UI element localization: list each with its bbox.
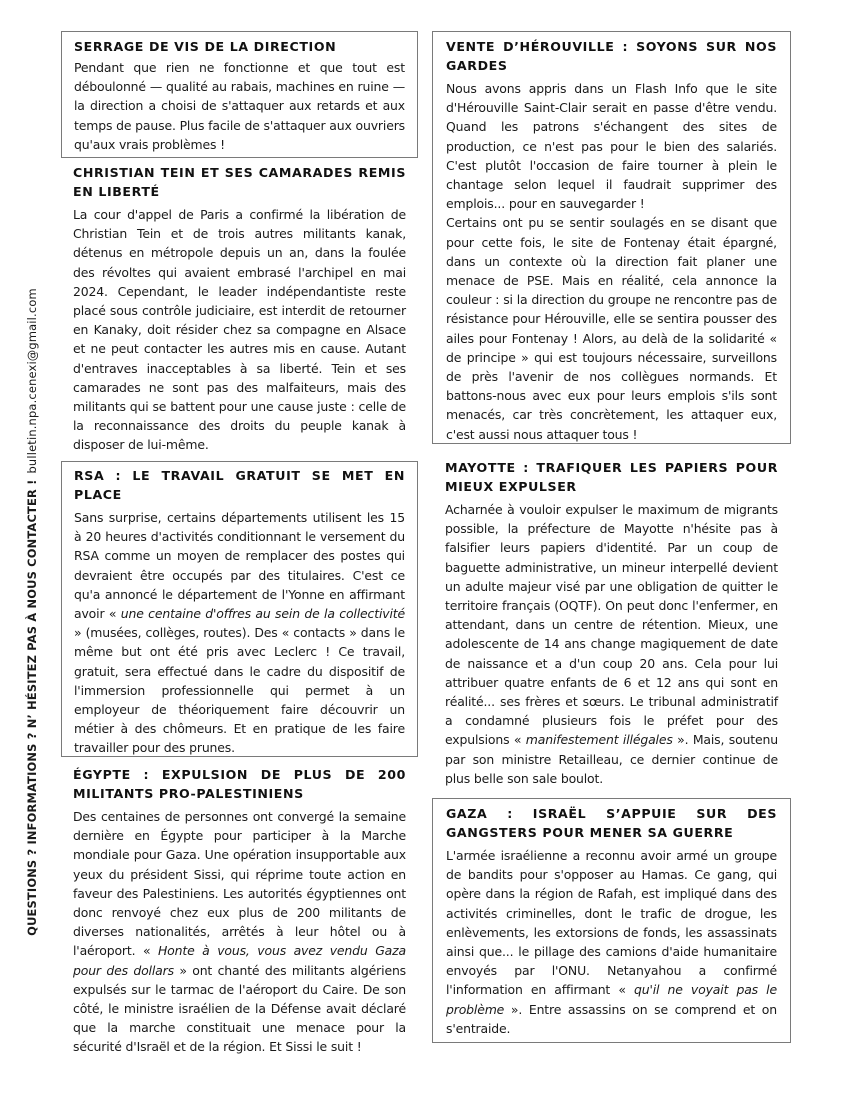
body-text: Des centaines de personnes ont convergé la semaine dernière en Égypte pour participer à la Marche mondiale pour Gaza. Une opération insupportable aux yeux du président Sissi, qui réprime toute action en faveur des Palestiniens. Les autorités égyptiennes ont donc renvoyé chez eux plus de 200 militants de diverses nationalités, arrêtés à leur hôtel ou à l'aéroport. «: [73, 809, 406, 959]
article-title: ÉGYPTE : EXPULSION DE PLUS DE 200 MILITANTS PRO-PALESTINIENS: [73, 767, 406, 801]
body-text: Acharnée à vouloir expulser le maximum de migrants possible, la préfecture de Mayotte n'hésite pas à falsifier leurs papiers d'identité. Par un coup de baguette administrative, un mineur interpellé devient un adulte majeur visé par une obligation de quitter le territoire français (OQTF). On peut donc l'enfermer, en attendant, dans un centre de rétention. Mieux, une adolescente de 14 ans change magiquement de date de naissance et a d'un coup 20 ans. Cela pour lui attribuer quatre enfants de 6 et 12 ans qui sont en réalité... ses frères et sœurs. Le tribunal administratif a condamné plusieurs fois le préfet pour des expulsions «: [445, 502, 778, 748]
article-tein: [61, 163, 418, 455]
article-gaza: [432, 798, 791, 1043]
quote: manifestement illégales: [525, 732, 673, 748]
contact-email[interactable]: bulletin.npa.cenexi@gmail.com: [25, 288, 39, 474]
article-title: CHRISTIAN TEIN ET SES CAMARADES REMIS EN LIBERTÉ: [73, 165, 406, 199]
article-body: Nous avons appris dans un Flash Info que le site d'Hérouville Saint-Clair serait en passe d'être vendu. Quand les patrons s'échangent des sites de production, ce n'est pas pour le bien des salariés. C'est plutôt l'occasion de faire tourner à plein le chantage selon lequel il faudrait supprimer des emplois... pour en sauvegarder !: [446, 81, 777, 212]
contact-prompt: QUESTIONS ? INFORMATIONS ? N’ HÉSITEZ PAS À NOUS CONTACTER !: [25, 479, 39, 936]
article-body: Certains ont pu se sentir soulagés en se disant que pour cette fois, le site de Fontenay était épargné, dans un contexte où la direction fait planer une menace de PSE. Mais en réalité, cela annonce la couleur : si la direction du groupe ne rencontre pas de résistance pour Hérouville, elle se sentira pousser des ailes pour Fontenay ! Alors, au delà de la solidarité « de principe » qui est toujours nécessaire, surveillons de près l'avenir de nos collègues normands. Et battons-nous avec eux pour leurs emplois s'ils sont menacés, car très concrètement, les attaquer eux, c'est aussi nous attaquer tous !: [446, 215, 777, 442]
body-text: L'armée israélienne a reconnu avoir armé un groupe de bandits pour s'opposer au Hamas. Ce gang, qui opère dans la région de Rafah, est impliqué dans des activités criminelles, dont le trafic de drogue, les enlèvements, les extorsions de fonds, les assassinats ainsi que... le pillage des camions d'aide humanitaire envoyés par l'ONU. Netanyahou a confirmé l'information en affirmant «: [446, 848, 777, 998]
quote: une centaine d'offres au sein de la collectivité: [120, 606, 405, 622]
quote: Honte à vous, vous avez vendu Gaza pour des dollars: [73, 943, 406, 978]
article-body: [446, 846, 777, 1038]
article-title: SERRAGE DE VIS DE LA DIRECTION: [74, 39, 337, 54]
article-title: RSA : LE TRAVAIL GRATUIT SE MET EN PLACE: [74, 468, 405, 502]
article-title: MAYOTTE : TRAFIQUER LES PAPIERS POUR MIEUX EXPULSER: [445, 460, 778, 494]
body-text: Sans surprise, certains départements utilisent les 15 à 20 heures d'activités conditionnant le versement du RSA comme un moyen de remplacer des postes qui devraient être occupés par des titulaires. C'est ce qu'a annoncé le département de l'Yonne en affirmant avoir «: [74, 510, 405, 622]
body-text: » (musées, collèges, routes). Des « contacts » dans le même but ont été pris avec Leclerc ! Ce travail, gratuit, sera effectué dans le cadre du dispositif de l'immersion professionnelle qui permet à un employeur de théoriquement faire découvrir un métier à des chômeurs. Et en pratique de les faire travailler pour des prunes.: [74, 625, 405, 756]
article-body: [445, 500, 778, 788]
body-text: ». Mais, soutenu par son ministre Retailleau, ce dernier continue de plus belle son sale boulot.: [445, 732, 778, 786]
article-body: [73, 807, 406, 1057]
body-text: » ont chanté des militants algériens expulsés sur le tarmac de l'aéroport du Caire. De son côté, le ministre israélien de la Défense avait déclaré que la marche constituait une menace pour la sécurité d'Israël et de la région. Et Sissi le suit !: [73, 962, 407, 1055]
article-body: Pendant que rien ne fonctionne et que tout est déboulonné — qualité au rabais, machines en ruine — la direction a choisi de s'attaquer aux retards et aux temps de pause. Plus facile de s'attaquer aux ouvriers qu'aux vrais problèmes !: [74, 60, 405, 152]
article-mayotte: [432, 458, 791, 788]
article-title: GAZA : ISRAËL S’APPUIE SUR DES GANGSTERS POUR MENER SA GUERRE: [446, 806, 777, 840]
article-title: VENTE D’HÉROUVILLE : SOYONS SUR NOS GARDES: [446, 39, 777, 73]
article-body: La cour d'appel de Paris a confirmé la libération de Christian Tein et de trois autres militants kanak, détenus en métropole depuis un an, dans la foulée des révoltes qui avaient embrasé l'archipel en mai 2024. Cependant, le leader indépendantiste reste placé sous contrôle judiciaire, est interdit de retourner en Kanaky, doit résider chez sa compagne en Alsace et ne peut contacter les autres mis en cause. Autant d'entraves inacceptables à sa liberté. Tein et ses camarades ne sont pas des malfaiteurs, mais des militants qui se battent pour une cause juste : celle de la reconnaissance des droits du peuple kanak à disposer de lui-même.: [73, 207, 406, 453]
body-text: ». Entre assassins on se comprend et on s'entraide.: [446, 1001, 777, 1036]
article-egypte: [61, 765, 418, 1057]
article-herouville: [432, 31, 791, 444]
quote: qu'il ne voyait pas le problème: [446, 982, 777, 1017]
article-body: [74, 508, 405, 758]
article-serrage: [61, 31, 418, 158]
article-rsa: [61, 461, 418, 757]
contact-sidebar: [22, 132, 42, 1092]
